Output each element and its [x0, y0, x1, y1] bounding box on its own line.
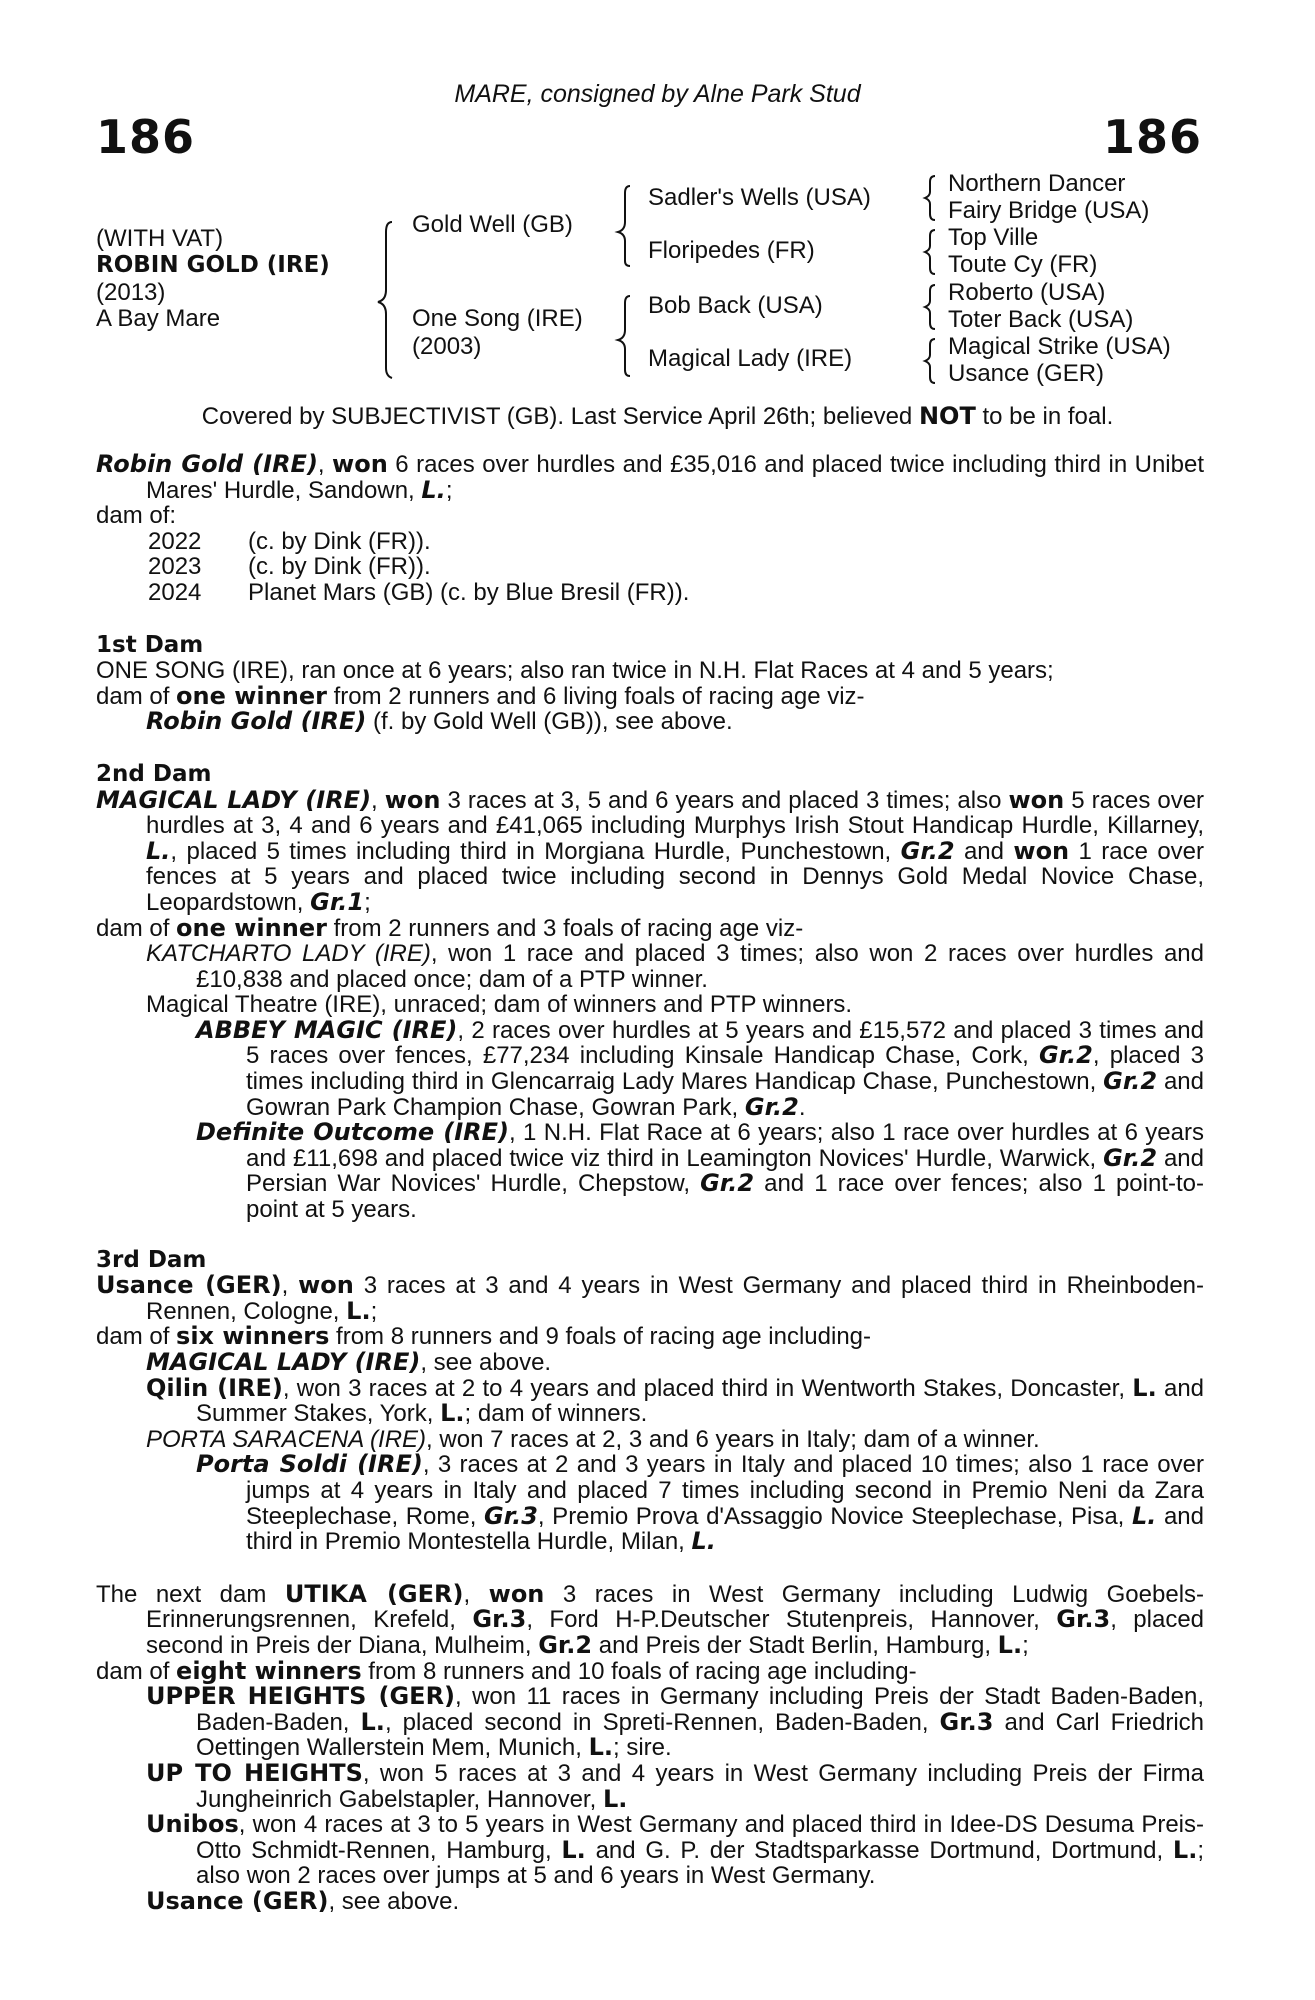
- third-dam-dam-of: dam of six winners from 8 runners and 9 foals of racing age including-: [96, 1322, 872, 1351]
- covered-line: Covered by SUBJECTIVIST (GB). Last Service April 26th; believed NOT to be in foal.: [201, 402, 1114, 430]
- lot-number-left: 186: [96, 110, 196, 164]
- progeny-row: 2023 (c. by Dink (FR)).: [148, 553, 431, 581]
- dam-sire: Bob Back (USA): [648, 292, 823, 319]
- grandparent-2: Fairy Bridge (USA): [948, 197, 1150, 224]
- progeny-row: 2022 (c. by Dink (FR)).: [148, 527, 431, 555]
- first-dam-line: ONE SONG (IRE), ran once at 6 years; also ran twice in N.H. Flat Races at 4 and 5 years;: [96, 657, 1054, 685]
- grandparent-5: Roberto (USA): [948, 279, 1106, 306]
- third-dam-paragraph: Usance (GER), won 3 races at 3 and 4 years in West Germany and placed third in Rheinboden-Rennen, Cologne, L.;: [96, 1271, 1205, 1325]
- sire-sire: Sadler's Wells (USA): [648, 184, 871, 211]
- grandparent-8: Usance (GER): [948, 360, 1105, 387]
- grandparent-7: Magical Strike (USA): [948, 333, 1171, 360]
- first-dam-dam-of: dam of one winner from 2 runners and 6 living foals of racing age viz-: [96, 681, 865, 710]
- dam: One Song (IRE): [412, 305, 583, 332]
- second-dam-heading: 2nd Dam: [96, 760, 212, 787]
- lot-number-right: 186: [1102, 110, 1202, 164]
- magical-lady-ref: MAGICAL LADY (IRE), see above.: [146, 1348, 552, 1376]
- unibos: Unibos, won 4 races at 3 to 5 years in West Germany and placed third in Idee-DS Desuma Preis-Otto Schmidt-Rennen, Hamburg, L. and G. P. der Stadtsparkasse Dortmund, Dortmund, L.; also won 2 races over jumps at 5 and 6 years in West Germany.: [146, 1810, 1205, 1890]
- grandparent-1: Northern Dancer: [948, 170, 1126, 197]
- next-dam-paragraph: The next dam UTIKA (GER), won 3 races in West Germany including Ludwig Goebels-Erinnerungsrennen, Krefeld, Gr.3, Ford H-P.Deutscher Stutenpreis, Hannover, Gr.3, placed second in Preis der Diana, Mulheim, Gr.2 and Preis der Stadt Berlin, Hamburg, L.;: [96, 1579, 1205, 1659]
- up-to-heights: UP TO HEIGHTS, won 5 races at 3 and 4 years in West Germany including Preis der Firma Jungheinrich Gabelstapler, Hannover, L.: [146, 1758, 1204, 1813]
- grandparent-4: Toute Cy (FR): [948, 251, 1098, 278]
- second-dam-paragraph: MAGICAL LADY (IRE), won 3 races at 3, 5 and 6 years and placed 3 times; also won 5 races over hurdles at 3, 4 and 6 years and £41,065 including Murphys Irish Stout Handicap Hurdle, Killarney, L., placed 5 times including third in Morgiana Hurdle, Punchestown, Gr.2 and won 1 race over fences at 5 years and placed twice including second in Dennys Gold Medal Novice Chase, Leopardstown, Gr.1;: [96, 785, 1205, 916]
- dam-dam: Magical Lady (IRE): [648, 345, 853, 372]
- porta-saracena: PORTA SARACENA (IRE), won 7 races at 2, 3 and 6 years in Italy; dam of a winner.: [146, 1425, 1040, 1453]
- grandparent-3: Top Ville: [948, 224, 1039, 251]
- catalogue-body: [96, 452, 1204, 1914]
- porta-soldi: Porta Soldi (IRE), 3 races at 2 and 3 years in Italy and placed 10 times; also 1 race over jumps at 4 years in Italy and placed 7 times including second in Premio Neni da Zara Steeplechase, Rome, Gr.3, Premio Prova d'Assaggio Novice Steeplechase, Pisa, L. and third in Premio Montestella Hurdle, Milan, L.: [196, 1450, 1204, 1556]
- consignment-line: MARE, consigned by Alne Park Stud: [454, 80, 861, 108]
- grandparent-6: Toter Back (USA): [948, 306, 1134, 333]
- sire: Gold Well (GB): [412, 211, 573, 238]
- first-dam-progeny: Robin Gold (IRE) (f. by Gold Well (GB)), see above.: [146, 707, 733, 736]
- next-dam-dam-of: dam of eight winners from 8 runners and 10 foals of racing age including-: [96, 1656, 917, 1685]
- horse-year: (2013): [96, 279, 166, 306]
- second-dam-dam-of: dam of one winner from 2 runners and 3 foals of racing age viz-: [96, 913, 804, 942]
- horse-description: A Bay Mare: [96, 305, 221, 332]
- robin-gold-paragraph: Robin Gold (IRE), won 6 races over hurdles and £35,016 and placed twice including third in Unibet Mares' Hurdle, Sandown, L.;: [96, 450, 1204, 504]
- katcharto-lady: KATCHARTO LADY (IRE), won 1 race and placed 3 times; also won 2 races over hurdles and £10,838 and placed once; dam of a PTP winner.: [146, 940, 1204, 993]
- first-dam-heading: 1st Dam: [96, 631, 204, 658]
- dam-year: (2003): [412, 333, 482, 360]
- definite-outcome: Definite Outcome (IRE), 1 N.H. Flat Race at 6 years; also 1 race over hurdles at 6 years and £11,698 and placed twice viz third in Leamington Novices' Hurdle, Warwick, Gr.2 and Persian War Novices' Hurdle, Chepstow, Gr.2 and 1 race over fences; also 1 point-to-point at 5 years.: [196, 1118, 1205, 1224]
- vat-note: (WITH VAT): [96, 225, 224, 252]
- magical-theatre: Magical Theatre (IRE), unraced; dam of winners and PTP winners.: [146, 991, 853, 1019]
- abbey-magic: ABBEY MAGIC (IRE), 2 races over hurdles at 5 years and £15,572 and placed 3 times and 5 races over fences, £77,234 including Kinsale Handicap Chase, Cork, Gr.2, placed 3 times including third in Glencarraig Lady Mares Handicap Chase, Punchestown, Gr.2 and Gowran Park Champion Chase, Gowran Park, Gr.2.: [196, 1015, 1204, 1121]
- usance-ref: Usance (GER), see above.: [146, 1886, 460, 1915]
- sire-dam: Floripedes (FR): [648, 237, 815, 264]
- qilin: Qilin (IRE), won 3 races at 2 to 4 years and placed third in Wentworth Stakes, Doncaster, L. and Summer Stakes, York, L.; dam of winners.: [146, 1373, 1205, 1428]
- upper-heights: UPPER HEIGHTS (GER), won 11 races in Germany including Preis der Stadt Baden-Baden, Baden-Baden, L., placed second in Spreti-Rennen, Baden-Baden, Gr.3 and Carl Friedrich Oettingen Wallerstein Mem, Munich, L.; sire.: [146, 1682, 1205, 1762]
- robin-dam-of: dam of:: [96, 502, 177, 530]
- horse-name: ROBIN GOLD (IRE): [96, 252, 330, 278]
- progeny-row: 2024 Planet Mars (GB) (c. by Blue Bresil (FR)).: [148, 578, 690, 606]
- third-dam-heading: 3rd Dam: [96, 1246, 207, 1273]
